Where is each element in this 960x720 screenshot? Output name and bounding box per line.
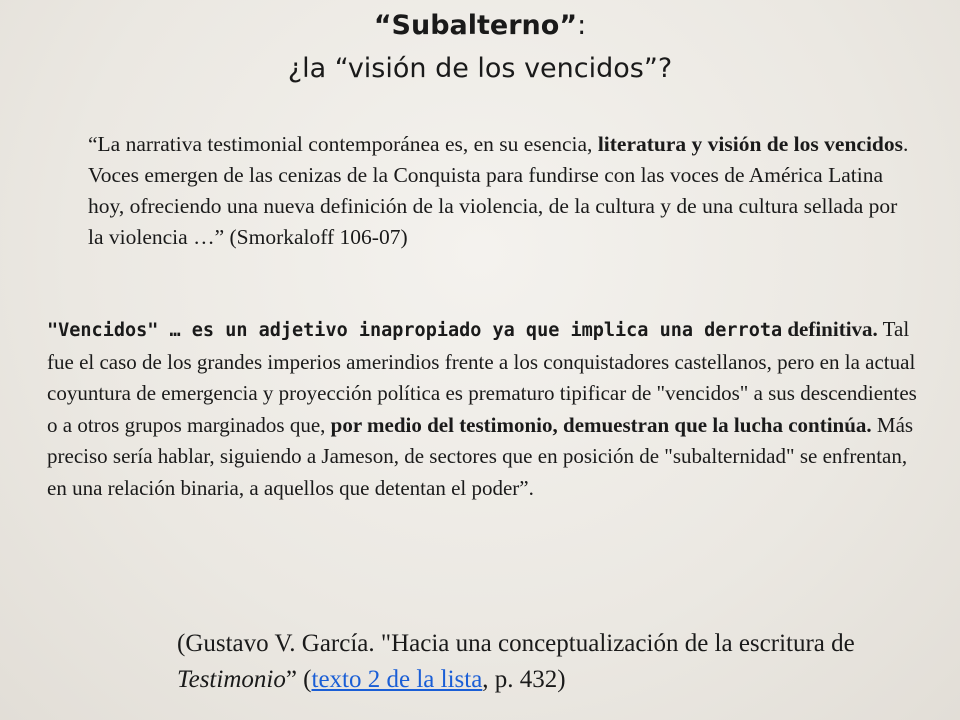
citation-text-1: (Gustavo V. García. "Hacia una conceptualización de la escritura de (177, 630, 855, 657)
slide-title (0, 4, 960, 90)
quote2-emphasis-1: definitiva. (787, 317, 878, 341)
quote1-text-start: “La narrativa testimonial contemporánea es, en su esencia, (88, 132, 598, 156)
citation-text-2: ” ( (285, 666, 312, 693)
title-line-2: ¿la “visión de los vencidos”? (287, 53, 673, 84)
citation-italic-title: Testimonio (177, 666, 286, 693)
reading-list-link[interactable]: texto 2 de la lista (311, 666, 483, 693)
quote2-emphasis-2: por medio del testimonio, demuestran que la lucha continúa. (330, 412, 872, 437)
quote1-emphasis: literatura y visión de los vencidos (597, 132, 903, 156)
title-line-1 (0, 4, 960, 47)
quote2-text-2: Más preciso sería hablar, siguiendo a Jameson, de sectores que en posición de "subalternidad" se enfrentan, en una relación binaria, a aquellos que detentan el poder”. (47, 412, 914, 500)
quote2-text-1: Tal fue el caso de los grandes imperios amerindios frente a los conquistadores castellanos, pero en la actual coyuntura de emergencia y proyección política es prematuro tipificar de "vencidos" a sus descendientes o a otros grupos marginados que, (47, 317, 917, 437)
quote2-opening: "Vencidos" … es un adjetivo inapropiado ya que implica una derrota (47, 320, 783, 341)
title-colon: : (577, 10, 587, 41)
title-term: “Subalterno” (373, 10, 578, 41)
citation-text-3: , p. 432) (482, 666, 566, 693)
citation (177, 626, 937, 698)
quote1-text-end: . Voces emergen de las cenizas de la Conquista para fundirse con las voces de América Latina hoy, ofreciendo una nueva definición de la violencia, de la cultura y de una cultura sellada por la violencia …” (Smorkaloff 106-07) (88, 132, 909, 249)
garcia-quote (47, 314, 927, 504)
smorkaloff-quote (88, 129, 918, 253)
